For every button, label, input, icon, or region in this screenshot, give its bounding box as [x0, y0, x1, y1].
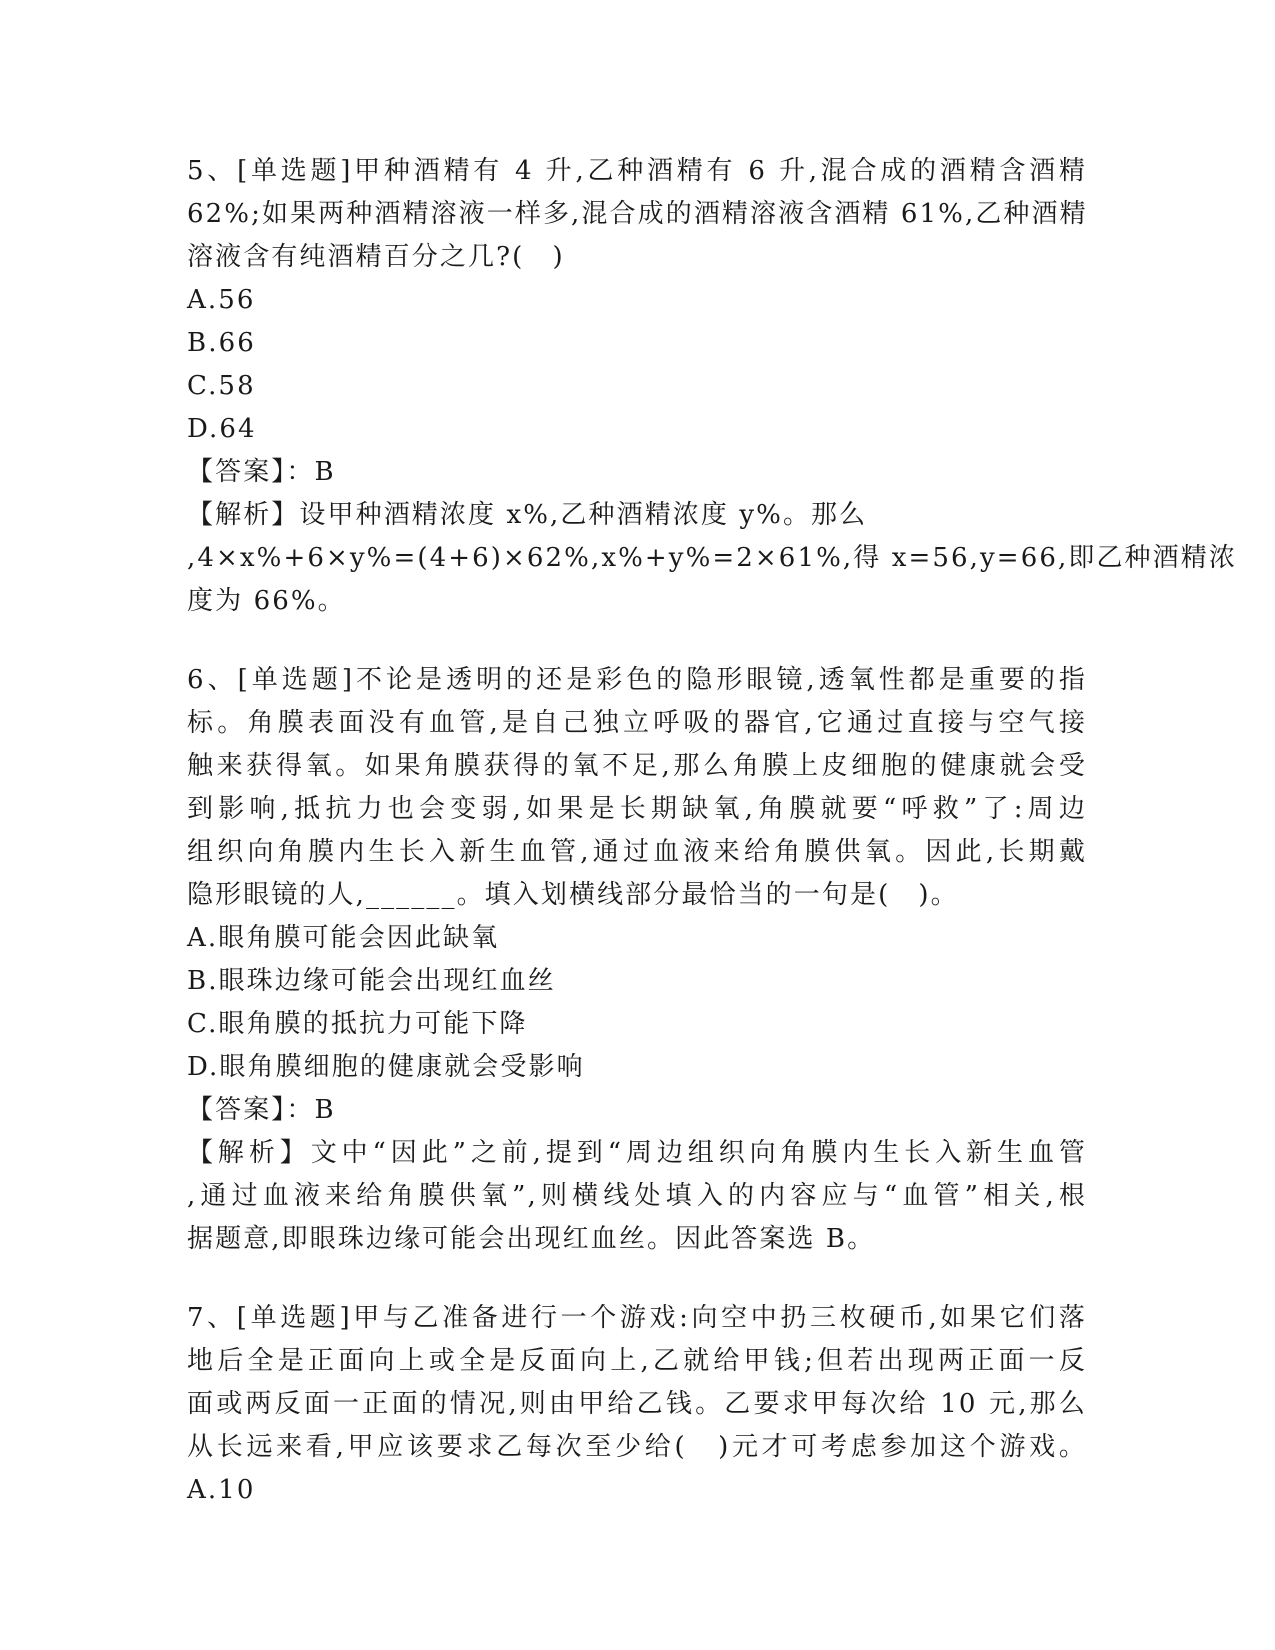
analysis-line: 【解析】文中“因此”之前,提到“周边组织向角膜内生长入新生血管: [187, 1138, 1087, 1168]
analysis-line: 度为 66%。: [187, 586, 346, 616]
option-a: A.10: [187, 1475, 256, 1505]
question-stem-line: 组织向角膜内生长入新生血管,通过血液来给角膜供氧。因此,长期戴: [187, 837, 1087, 867]
question-stem-line: 到影响,抵抗力也会变弱,如果是长期缺氧,角膜就要“呼救”了:周边: [187, 794, 1087, 824]
question-stem-line: 触来获得氧。如果角膜获得的氧不足,那么角膜上皮细胞的健康就会受: [187, 751, 1087, 781]
option-c: C.眼角膜的抵抗力可能下降: [187, 1009, 528, 1039]
option-d: D.眼角膜细胞的健康就会受影响: [187, 1052, 585, 1082]
answer: 【答案】：B: [187, 457, 336, 487]
option-b: B.眼珠边缘可能会出现红血丝: [187, 966, 556, 996]
analysis-line: 据题意,即眼珠边缘可能会出现红血丝。因此答案选 B。: [187, 1224, 876, 1254]
option-b: B.66: [187, 328, 256, 358]
option-c: C.58: [187, 371, 256, 401]
question-stem-line: 标。角膜表面没有血管,是自己独立呼吸的器官,它通过直接与空气接: [187, 708, 1087, 738]
question-stem-line: 隐形眼镜的人,______。填入划横线部分最恰当的一句是( )。: [187, 880, 959, 910]
question-stem-line: 面或两反面一正面的情况,则由甲给乙钱。乙要求甲每次给 10 元,那么: [187, 1389, 1087, 1419]
option-a: A.56: [187, 285, 256, 315]
question-stem-line: 从长远来看,甲应该要求乙每次至少给( )元才可考虑参加这个游戏。: [187, 1432, 1087, 1462]
analysis-line: ,4×x%+6×y%=(4+6)×62%,x%+y%=2×61%,得 x=56,y=66,即乙种酒精浓: [187, 543, 1237, 573]
question-5: [187, 150, 1237, 623]
answer: 【答案】：B: [187, 1095, 336, 1125]
document-page: [187, 150, 1237, 1512]
option-d: D.64: [187, 414, 257, 444]
question-stem-line: 溶液含有纯酒精百分之几?( ): [187, 242, 565, 272]
question-7: [187, 1297, 1087, 1512]
question-6: [187, 659, 1087, 1261]
question-gap: [187, 1261, 1087, 1297]
question-stem-line: 5、[单选题]甲种酒精有 4 升,乙种酒精有 6 升,混合成的酒精含酒精: [187, 156, 1087, 186]
question-stem-line: 7、[单选题]甲与乙准备进行一个游戏:向空中扔三枚硬币,如果它们落: [187, 1303, 1087, 1333]
analysis-line: ,通过血液来给角膜供氧”,则横线处填入的内容应与“血管”相关,根: [187, 1181, 1087, 1211]
question-gap: [187, 623, 1087, 659]
question-stem-line: 6、[单选题]不论是透明的还是彩色的隐形眼镜,透氧性都是重要的指: [187, 665, 1087, 695]
question-stem-line: 62%;如果两种酒精溶液一样多,混合成的酒精溶液含酒精 61%,乙种酒精: [187, 199, 1088, 229]
analysis-line: 【解析】设甲种酒精浓度 x%,乙种酒精浓度 y%。那么: [187, 500, 868, 530]
question-stem-line: 地后全是正面向上或全是反面向上,乙就给甲钱;但若出现两正面一反: [187, 1346, 1087, 1376]
option-a: A.眼角膜可能会因此缺氧: [187, 923, 500, 953]
